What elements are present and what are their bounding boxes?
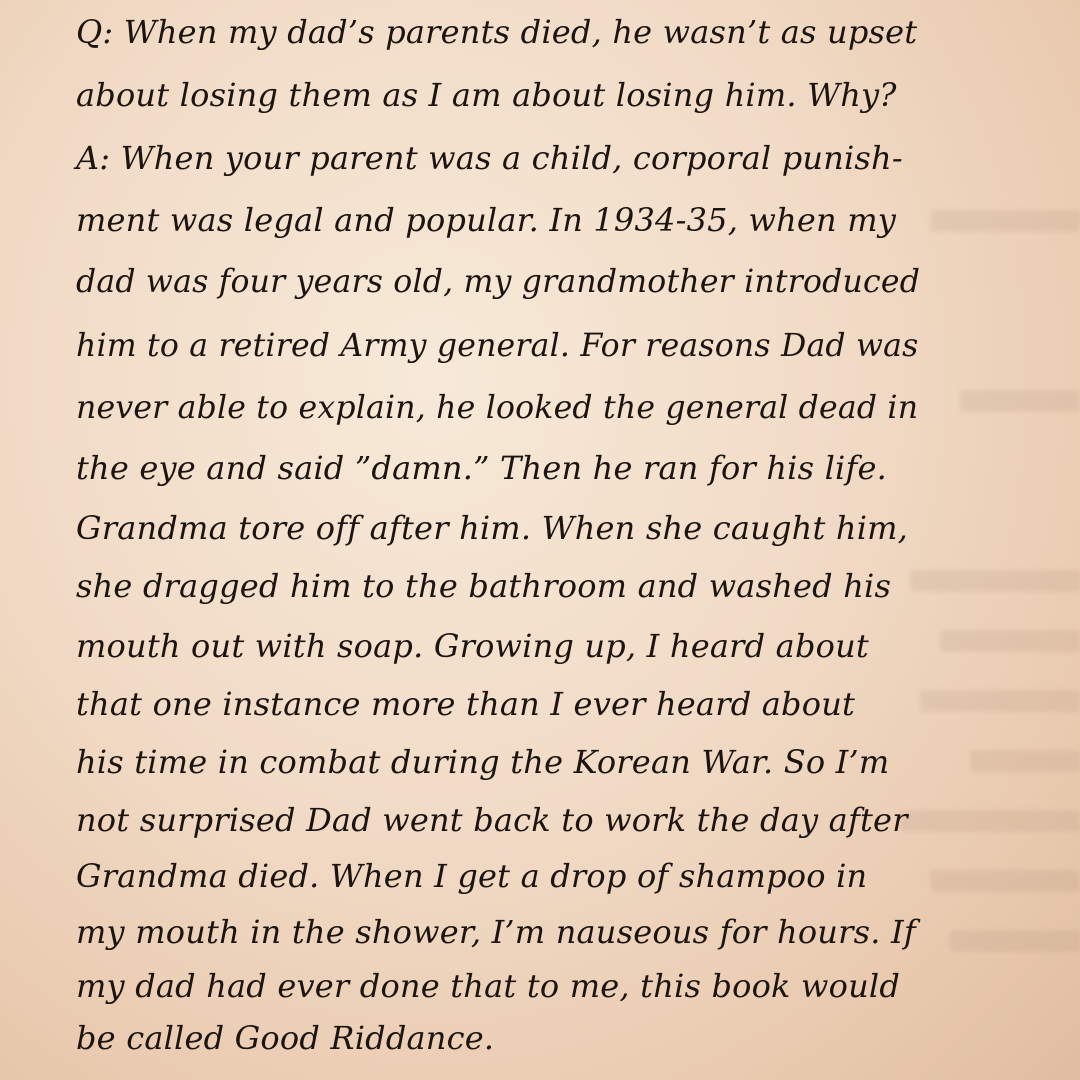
- text-line: not surprised Dad went back to work the day after: [76, 801, 908, 839]
- text-line: she dragged him to the bathroom and washed his: [76, 567, 892, 605]
- text-line: Grandma tore off after him. When she caught him,: [76, 509, 909, 547]
- text-line: the eye and said ”damn.” Then he ran for his life.: [76, 449, 887, 487]
- text-line: never able to explain, he looked the general dead in: [76, 390, 919, 426]
- text-line: mouth out with soap. Growing up, I heard about: [76, 627, 869, 665]
- text-line: be called Good Riddance.: [76, 1019, 495, 1057]
- text-line: about losing them as I am about losing him. Why?: [76, 76, 897, 114]
- text-line: dad was four years old, my grandmother introduced: [76, 264, 921, 300]
- text-line: my mouth in the shower, I’m nauseous for hours. If: [76, 913, 916, 951]
- text-line: ment was legal and popular. In 1934-35, when my: [76, 201, 897, 239]
- text-line: Q: When my dad’s parents died, he wasn’t as upset: [76, 13, 918, 51]
- text-line: my dad had ever done that to me, this book would: [76, 967, 901, 1005]
- text-line: him to a retired Army general. For reasons Dad was: [76, 328, 919, 364]
- text-line: his time in combat during the Korean War. So I’m: [76, 743, 890, 781]
- text-line: Grandma died. When I get a drop of shampoo in: [76, 857, 868, 895]
- text-line: that one instance more than I ever heard about: [76, 685, 856, 723]
- text-line: A: When your parent was a child, corporal punish-: [76, 139, 903, 177]
